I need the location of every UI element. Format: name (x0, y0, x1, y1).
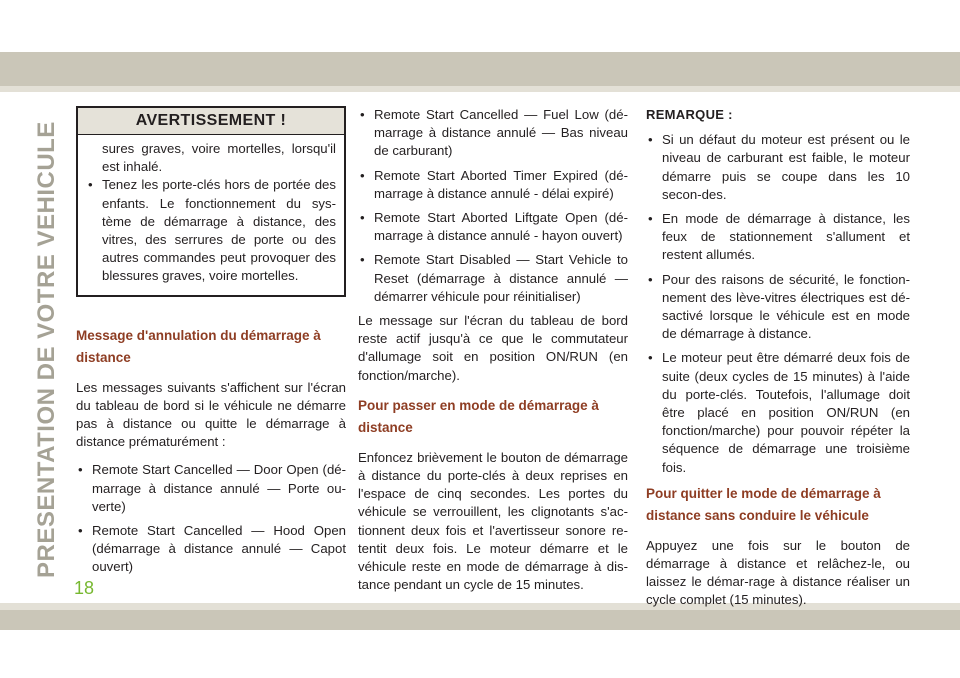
warning-title: AVERTISSEMENT ! (78, 108, 344, 135)
footer-band (0, 610, 960, 630)
list-item: • Remote Start Cancelled — Hood Open (démarrage à distance annulé — Capot ouvert) (76, 522, 346, 577)
warning-list (86, 176, 336, 285)
warning-box (76, 106, 346, 297)
warning-bullet: • Tenez les porte-clés hors de portée des enfants. Le fonctionnement du sys-tème de démarrage à distance, des vitres, des serrures de porte ou des autres commandes peut provoquer des blessures graves, voire mortelles. (86, 176, 336, 285)
list-item: • Remote Start Aborted Liftgate Open (dé-marrage à distance annulé - hayon ouvert) (358, 209, 628, 245)
header-rule (0, 86, 960, 92)
list-item: • Le moteur peut être démarré deux fois de suite (deux cycles de 15 minutes) à l'aide du porte-clés. Toutefois, l'allumage doit être placé en position ON/RUN (en fonction/marche) pour pouvoir répéter la séquence de démarrage une troisième fois. (646, 349, 910, 476)
abort-intro-paragraph: Les messages suivants s'affichent sur l'écran du tableau de bord si le véhicule ne démarre pas à distance ou quitte le démarrage à distance prématurément : (76, 379, 346, 450)
list-item: • Pour des raisons de sécurité, le fonction-nement des lève-vitres électriques est dé-sactivé lorsque le véhicule est en mode de démarrage à distance. (646, 271, 910, 344)
column-2 (358, 106, 628, 594)
note-list (646, 131, 910, 477)
list-item: • En mode de démarrage à distance, les feux de stationnement s'allument et restent allumés. (646, 210, 910, 265)
header-band (0, 52, 960, 86)
heading-enter-remote-start: Pour passer en mode de démarrage à distance (358, 397, 599, 435)
heading-exit-remote-start: Pour quitter le mode de démarrage à distance sans conduire le véhicule (646, 485, 881, 523)
abort-closing-paragraph: Le message sur l'écran du tableau de bord reste actif jusqu'à ce que le commutateur d'allumage soit en position ON/RUN (en fonction/marche). (358, 313, 628, 383)
column-1 (76, 106, 346, 583)
note-title: REMARQUE : (646, 107, 733, 122)
list-item: • Remote Start Disabled — Start Vehicle to Reset (démarrage à distance annulé — démarrer véhicule pour réinitialiser) (358, 251, 628, 306)
heading-abort-message: Message d'annulation du démarrage à distance (76, 327, 321, 365)
list-item: • Remote Start Aborted Timer Expired (dé-marrage à distance annulé - délai expiré) (358, 167, 628, 203)
abort-messages-list (76, 461, 346, 576)
warning-body (78, 135, 344, 295)
warning-continuation: sures graves, voire mortelles, lorsqu'il est inhalé. (102, 141, 336, 175)
list-item: • Remote Start Cancelled — Door Open (dé-marrage à distance annulé — Porte ou-verte) (76, 461, 346, 516)
chapter-side-title: PRESENTATION DE VOTRE VEHICULE (33, 121, 60, 578)
exit-remote-start-paragraph: Appuyez une fois sur le bouton de démarrage à distance et relâchez-le, ou laissez le démar-rage à distance réaliser un cycle complet (15 minutes). (646, 537, 910, 608)
list-item: • Remote Start Cancelled — Fuel Low (dé-marrage à distance annulé — Bas niveau de carburant) (358, 106, 628, 161)
enter-remote-start-paragraph: Enfoncez brièvement le bouton de démarrage à distance du porte-clés à deux reprises en l'espace de cinq secondes. Les portes du véhicule se verrouillent, les clignotants s'ac-tionnent deux fois et l'avertisseur sonore re-tentit deux fois. Le moteur démarre et le véhicule reste en mode de démarrage à dis-tance pendant un cycle de 15 minutes. (358, 449, 628, 593)
page-number: 18 (74, 578, 95, 598)
list-item: • Si un défaut du moteur est présent ou le niveau de carburant est faible, le moteur démarre puis se coupe dans les 10 secon-des. (646, 131, 910, 204)
column-3 (646, 106, 910, 610)
abort-messages-list-continued (358, 106, 628, 306)
